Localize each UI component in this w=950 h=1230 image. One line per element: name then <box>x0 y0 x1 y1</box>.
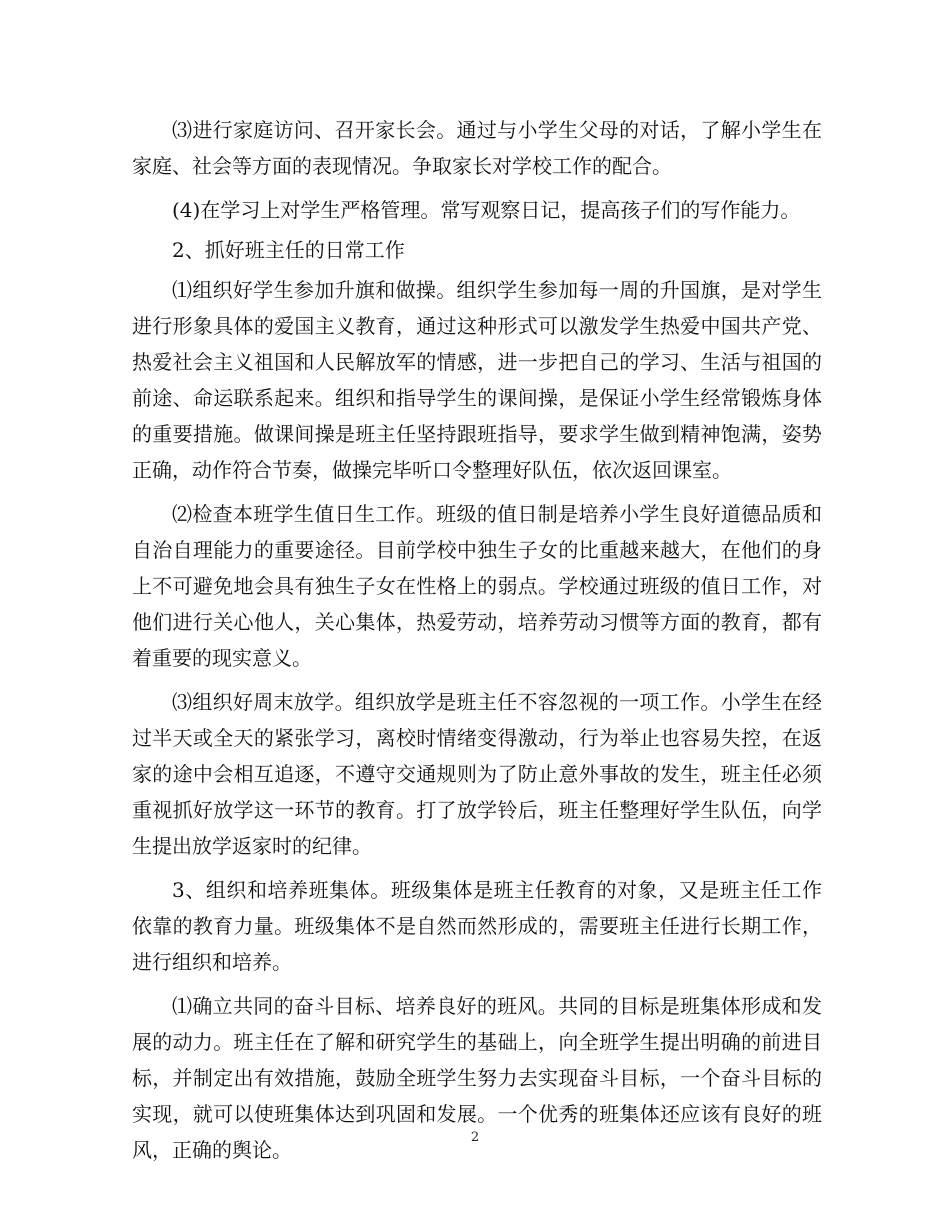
paragraph-duty-check: ⑵检查本班学生值日生工作。班级的值日制是培养小学生良好道德品质和自治自理能力的重要途径。目前学校中独生子女的比重越来越大，在他们的身上不可避免地会具有独生子女在性格上的弱点。学校通过班级的值日工作，对他们进行关心他人，关心集体，热爱劳动，培养劳动习惯等方面的教育，都有着重要的现实意义。 <box>132 502 822 670</box>
page-number: 2 <box>470 1130 480 1145</box>
paragraph-class-collective: 3、组织和培养班集体。班级集体是班主任教育的对象，又是班主任工作依靠的教育力量。班级集体不是自然而然形成的，需要班主任进行长期工作，进行组织和培养。 <box>132 878 822 974</box>
paragraph-flag-and-exercise: ⑴组织好学生参加升旗和做操。组织学生参加每一周的升国旗，是对学生进行形象具体的爱国主义教育，通过这种形式可以激发学生热爱中国共产党、热爱社会主义祖国和人民解放军的情感，进一步把自己的学习、生活与祖国的前途、命运联系起来。组织和指导学生的课间操，是保证小学生经常锻炼身体的重要措施。做课间操是班主任坚持跟班指导，要求学生做到精神饱满，姿势正确，动作符合节奏，做操完毕听口令整理好队伍，依次返回课室。 <box>132 278 822 482</box>
document-body <box>132 112 822 1176</box>
paragraph-home-visits: ⑶进行家庭访问、召开家长会。通过与小学生父母的对话，了解小学生在家庭、社会等方面的表现情况。争取家长对学校工作的配合。 <box>132 118 822 178</box>
paragraph-common-goals: ⑴确立共同的奋斗目标、培养良好的班风。共同的目标是班集体形成和发展的动力。班主任在了解和研究学生的基础上，向全班学生提出明确的前进目标，并制定出有效措施，鼓励全班学生努力去实现奋斗目标，一个奋斗目标的实现，就可以使班集体达到巩固和发展。一个优秀的班集体还应该有良好的班风，正确的舆论。 <box>132 994 822 1162</box>
paragraph-study-management: (4)在学习上对学生严格管理。常写观察日记，提高孩子们的写作能力。 <box>172 198 801 222</box>
section-heading-daily-work: 2、抓好班主任的日常工作 <box>172 238 405 262</box>
paragraph-weekend-dismissal: ⑶组织好周末放学。组织放学是班主任不容忽视的一项工作。小学生在经过半天或全天的紧张学习，离校时情绪变得激动，行为举止也容易失控，在返家的途中会相互追逐，不遵守交通规则为了防止意外事故的发生，班主任必须重视抓好放学这一环节的教育。打了放学铃后，班主任整理好学生队伍，向学生提出放学返家时的纪律。 <box>132 690 822 858</box>
